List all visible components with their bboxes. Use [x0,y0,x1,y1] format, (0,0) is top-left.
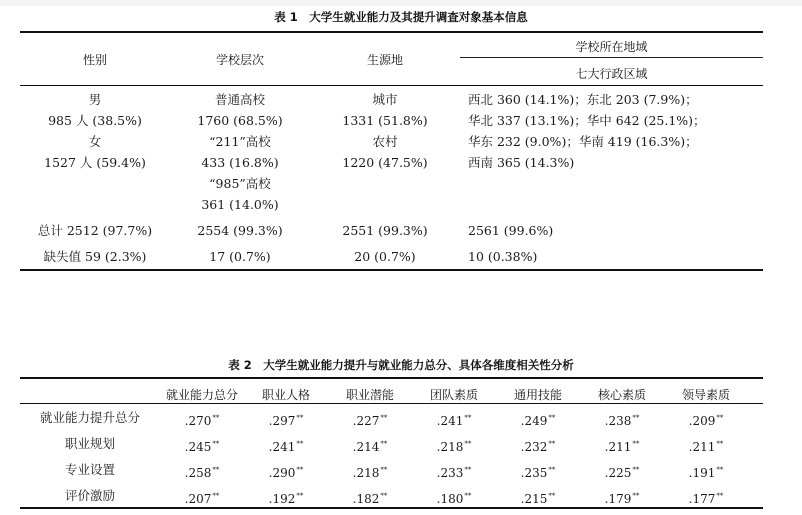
significance-mark: ** [296,466,304,474]
significance-mark: ** [296,414,304,422]
total-region: 2561 (99.6%) [468,223,554,238]
correlation-value: .241 [436,414,464,428]
origin-rural-count: 1220 (47.5%) [342,155,428,170]
significance-mark: ** [632,492,640,500]
origin-urban-label: 城市 [372,92,398,107]
gender-male-label: 男 [88,92,102,107]
table2-cell [496,434,580,457]
significance-mark: ** [212,414,220,422]
correlation-value: .207 [184,492,212,506]
gender-female-count: 1527 人 (59.4%) [44,155,146,170]
correlation-value: .177 [688,492,716,506]
table2-cell [580,434,664,457]
table2-column-header: 领导素质 [681,388,730,402]
total-origin: 2551 (99.3%) [342,223,428,238]
significance-mark: ** [380,414,388,422]
correlation-value: .215 [520,492,548,506]
level-211-label: “211”高校 [209,134,271,149]
significance-mark: ** [464,440,472,448]
table2-cell [244,434,328,457]
table1-header-origin: 生源地 [366,53,403,67]
significance-mark: ** [548,466,556,474]
region-line: 西北 360 (14.1%)；东北 203 (7.9%)； [468,92,698,107]
correlation-value: .214 [352,440,380,454]
significance-mark: ** [716,414,724,422]
table2-cell [412,408,496,431]
significance-mark: ** [548,440,556,448]
table2-column-header: 职业潜能 [345,388,394,402]
missing-level: 17 (0.7%) [209,249,271,264]
level-211-count: 433 (16.8%) [201,155,279,170]
correlation-value: .218 [436,440,464,454]
table2-row-label: 评价激励 [64,488,115,503]
table1-header-region-sub: 七大行政区域 [575,67,648,81]
table1-caption: 表 1 大学生就业能力及其提升调查对象基本信息 [274,10,528,24]
region-cell [468,89,763,173]
table2-cell [580,486,664,509]
correlation-value: .249 [520,414,548,428]
origin-cell [310,89,460,173]
table2-cell [244,460,328,483]
missing-gender: 缺失值 59 (2.3%) [43,249,147,264]
table2-cell [328,460,412,483]
table1-bottom-rule [20,269,763,271]
table2-cell [160,434,244,457]
gender-cell [20,89,170,173]
significance-mark: ** [548,414,556,422]
correlation-value: .179 [604,492,632,506]
total-level: 2554 (99.3%) [197,223,283,238]
total-gender: 总计 2512 (97.7%) [37,223,153,238]
significance-mark: ** [380,440,388,448]
missing-region: 10 (0.38%) [468,249,538,264]
table2-cell [580,460,664,483]
significance-mark: ** [296,492,304,500]
origin-urban-count: 1331 (51.8%) [342,113,428,128]
level-regular-label: 普通高校 [214,92,265,107]
table2-cell [328,408,412,431]
table2-caption: 表 2 大学生就业能力提升与就业能力总分、具体各维度相关性分析 [228,358,574,372]
correlation-value: .232 [520,440,548,454]
correlation-value: .218 [352,466,380,480]
table2-cell [160,460,244,483]
missing-origin: 20 (0.7%) [354,249,416,264]
table2-cell [496,408,580,431]
table2-cell [664,434,748,457]
table2-cell [160,408,244,431]
significance-mark: ** [380,466,388,474]
significance-mark: ** [632,440,640,448]
correlation-value: .211 [604,440,632,454]
table1-header-school-level: 学校层次 [215,53,264,67]
table2-cell [664,486,748,509]
correlation-value: .192 [268,492,296,506]
school-level-cell [170,89,310,215]
correlation-value: .209 [688,414,716,428]
significance-mark: ** [464,492,472,500]
significance-mark: ** [716,492,724,500]
correlation-value: .245 [184,440,212,454]
origin-rural-label: 农村 [372,134,398,149]
table2-cell [160,486,244,509]
correlation-value: .238 [604,414,632,428]
table2-cell [664,408,748,431]
correlation-value: .233 [436,466,464,480]
top-edge-strip [0,0,802,6]
table1-top-rule [20,31,763,33]
significance-mark: ** [212,492,220,500]
correlation-value: .235 [520,466,548,480]
significance-mark: ** [464,414,472,422]
significance-mark: ** [380,492,388,500]
correlation-value: .258 [184,466,212,480]
level-985-label: “985”高校 [209,176,271,191]
correlation-value: .241 [268,440,296,454]
correlation-value: .182 [352,492,380,506]
correlation-value: .225 [604,466,632,480]
significance-mark: ** [716,466,724,474]
level-regular-count: 1760 (68.5%) [197,113,283,128]
correlation-value: .180 [436,492,464,506]
gender-male-count: 985 人 (38.5%) [48,113,142,128]
gender-female-label: 女 [88,134,102,149]
table2-cell [580,408,664,431]
correlation-value: .290 [268,466,296,480]
table2-cell [664,460,748,483]
table2-bottom-rule [20,507,763,509]
table2-row-label: 就业能力提升总分 [39,410,140,425]
table2-column-header: 团队素质 [429,388,478,402]
table2-cell [328,434,412,457]
table1-header-rule [20,85,763,86]
level-985-count: 361 (14.0%) [201,197,279,212]
table1-region-subrule [460,57,763,58]
table2-cell [412,486,496,509]
table2-column-header: 核心素质 [597,388,646,402]
table2-column-header: 通用技能 [513,388,562,402]
significance-mark: ** [212,466,220,474]
significance-mark: ** [464,466,472,474]
significance-mark: ** [716,440,724,448]
table2-cell [328,486,412,509]
table1-header-gender: 性别 [82,53,107,67]
correlation-value: .191 [688,466,716,480]
table2-header-rule [20,403,763,404]
table1-header-region: 学校所在地域 [575,40,648,54]
table2-cell [496,486,580,509]
significance-mark: ** [632,466,640,474]
region-line: 西南 365 (14.3%) [468,155,575,170]
table2-cell [412,434,496,457]
table2-cell [412,460,496,483]
significance-mark: ** [212,440,220,448]
significance-mark: ** [548,492,556,500]
table2-top-rule [20,377,763,379]
table2-column-header: 就业能力总分 [165,388,238,402]
correlation-value: .227 [352,414,380,428]
region-line: 华东 232 (9.0%)；华南 419 (16.3%)； [468,134,698,149]
correlation-value: .270 [184,414,212,428]
correlation-value: .211 [688,440,716,454]
region-line: 华北 337 (13.1%)；华中 642 (25.1%)； [468,113,706,128]
table2-row-label: 职业规划 [64,436,115,451]
table2-row-label: 专业设置 [64,462,115,477]
table2-column-header: 职业人格 [261,388,310,402]
significance-mark: ** [296,440,304,448]
table2-cell [244,408,328,431]
correlation-value: .297 [268,414,296,428]
significance-mark: ** [632,414,640,422]
table2-cell [496,460,580,483]
table2-cell [244,486,328,509]
